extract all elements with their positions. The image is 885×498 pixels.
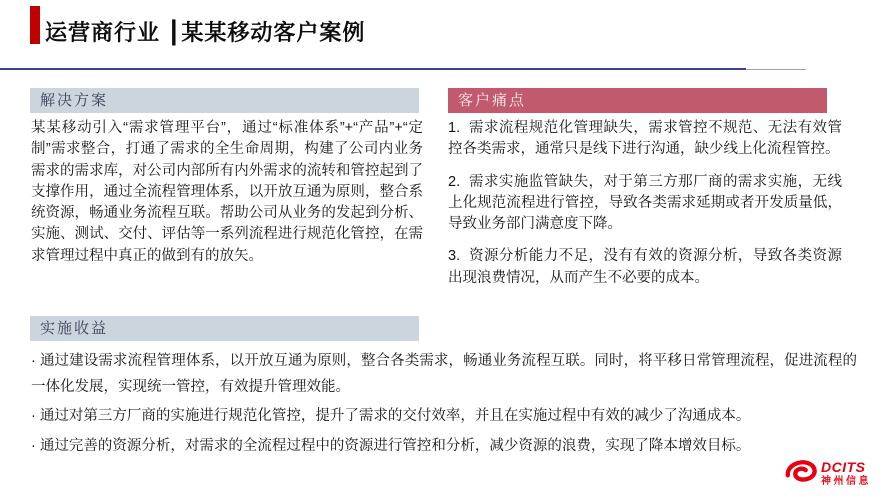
title-accent-bar xyxy=(30,6,40,44)
title-divider-line-extension xyxy=(746,69,806,70)
title-divider-line xyxy=(0,68,746,70)
pain-points-section-header xyxy=(448,88,827,113)
pain-point-item-3: 3. 资源分析能力不足，没有有效的资源分析，导致各类资源出现浪费情况，从而产生不必要的成本。 xyxy=(448,248,842,286)
benefit-item-3: · 通过完善的资源分析，对需求的全流程过程中的资源进行管控和分析，减少资源的浪费，实现了降本增效目标。 xyxy=(31,437,751,454)
benefit-item-2: · 通过对第三方厂商的实施进行规范化管控，提升了需求的交付效率，并且在实施过程中有效的减少了沟通成本。 xyxy=(31,408,751,424)
benefits-header-label: 实施收益 xyxy=(40,320,109,337)
dcits-swoosh-icon xyxy=(784,458,818,485)
pain-point-item-2: 2. 需求实施监管缺失，对于第三方那厂商的需求实施，无线上化规范流程进行管控，导致各类需求延期或者开发质量低，导致业务部门满意度下降。 xyxy=(448,173,842,233)
page-title: 运营商行业 ┃某某移动客户案例 xyxy=(45,20,366,45)
benefits-section-header xyxy=(30,316,419,341)
pain-point-item-1: 1. 需求流程规范化管理缺失，需求管控不规范、无法有效管控各类需求，通常只是线下进行沟通，缺少线上化流程管控。 xyxy=(448,120,842,158)
pain-points-header-label: 客户痛点 xyxy=(458,92,527,109)
benefits-list xyxy=(31,349,857,463)
pain-points-list xyxy=(448,118,842,300)
solution-header-label: 解决方案 xyxy=(40,92,109,109)
benefit-item-1: · 通过建设需求流程管理体系，以开放互通为原则，整合各类需求，畅通业务流程互联。同时，将平移日常管理流程，促进流程的一体化发展，实现统一管控，有效提升管理效能。 xyxy=(31,353,857,395)
dcits-brand-text: DCITS xyxy=(821,459,866,475)
solution-body-text: 某某移动引入“需求管理平台”，通过“标准体系”+“产品”+“定制”需求整合，打通了需求的全生命周期，构建了公司内业务需求的需求库，对公司内部所有内外需求的流转和管控起到了支撑作用，通过全流程管理体系，以开放互通为原则，整合系统资源，畅通业务流程互联。帮助公司从业务的发起到分析、实施、测试、交付、评估等一系列流程进行规范化管控，在需求管理过程中真正的做到有的放矢。 xyxy=(31,120,423,264)
solution-section-header xyxy=(30,88,419,113)
dcits-company-text: 神州信息 xyxy=(821,476,871,487)
dcits-logo xyxy=(784,458,880,496)
